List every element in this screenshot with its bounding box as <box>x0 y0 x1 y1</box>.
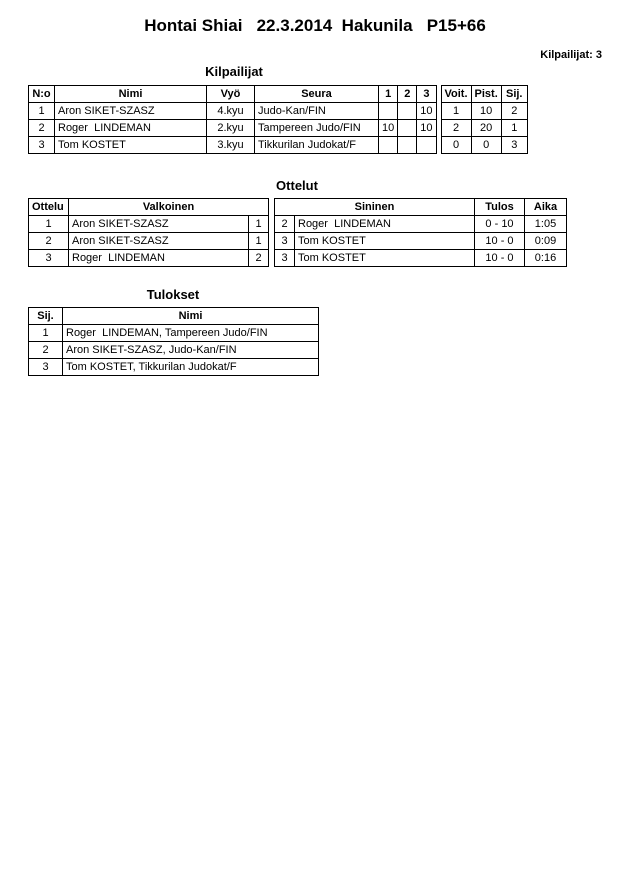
col-sij-header: Sij. <box>501 86 527 103</box>
cell-match3: 10 <box>417 120 436 137</box>
col-valkoinen-header: Valkoinen <box>69 199 269 216</box>
cell-aika: 1:05 <box>525 216 567 233</box>
col-seura-header: Seura <box>255 86 379 103</box>
cell-blue-number: 2 <box>275 216 295 233</box>
cell-valkoinen: Aron SIKET-SZASZ <box>69 233 249 250</box>
col-nimi-header: Nimi <box>63 308 319 325</box>
cell-valkoinen: Roger LINDEMAN <box>69 250 249 267</box>
col-tulos-header: Tulos <box>475 199 525 216</box>
cell-white-number: 2 <box>249 250 269 267</box>
cell-vyo: 2.kyu <box>207 120 255 137</box>
cell-blue-number: 3 <box>275 250 295 267</box>
col-match2-header: 2 <box>398 86 417 103</box>
cell-match2 <box>398 120 417 137</box>
cell-sij: 3 <box>501 137 527 154</box>
table-header-row <box>29 199 567 216</box>
cell-seura: Tikkurilan Judokat/F <box>255 137 379 154</box>
table-row <box>29 250 567 267</box>
col-sininen-header: Sininen <box>275 199 475 216</box>
col-aika-header: Aika <box>525 199 567 216</box>
cell-blue-number: 3 <box>275 233 295 250</box>
competitors-count: Kilpailijat: 3 <box>540 49 602 61</box>
cell-nimi: Aron SIKET-SZASZ <box>55 103 207 120</box>
cell-aika: 0:16 <box>525 250 567 267</box>
cell-match-no: 1 <box>29 216 69 233</box>
table-row <box>29 233 567 250</box>
cell-tulos: 10 - 0 <box>475 233 525 250</box>
cell-seura: Tampereen Judo/FIN <box>255 120 379 137</box>
cell-no: 3 <box>29 137 55 154</box>
table-row <box>29 216 567 233</box>
cell-tulos: 10 - 0 <box>475 250 525 267</box>
cell-match3 <box>417 137 436 154</box>
cell-white-number: 1 <box>249 233 269 250</box>
cell-sij: 1 <box>29 325 63 342</box>
col-sij-header: Sij. <box>29 308 63 325</box>
cell-nimi: Roger LINDEMAN, Tampereen Judo/FIN <box>63 325 319 342</box>
cell-nimi: Roger LINDEMAN <box>55 120 207 137</box>
section-title-kilpailijat: Kilpailijat <box>205 64 263 79</box>
col-vyo-header: Vyö <box>207 86 255 103</box>
cell-vyo: 3.kyu <box>207 137 255 154</box>
col-pist-header: Pist. <box>471 86 501 103</box>
cell-nimi: Tom KOSTET <box>55 137 207 154</box>
cell-seura: Judo-Kan/FIN <box>255 103 379 120</box>
cell-nimi: Aron SIKET-SZASZ, Judo-Kan/FIN <box>63 342 319 359</box>
cell-pist: 10 <box>471 103 501 120</box>
cell-match3: 10 <box>417 103 436 120</box>
cell-sininen: Tom KOSTET <box>295 233 475 250</box>
table-row <box>29 137 528 154</box>
cell-vyo: 4.kyu <box>207 103 255 120</box>
col-nimi-header: Nimi <box>55 86 207 103</box>
col-match1-header: 1 <box>379 86 398 103</box>
col-ottelu-header: Ottelu <box>29 199 69 216</box>
table-row <box>29 342 319 359</box>
cell-valkoinen: Aron SIKET-SZASZ <box>69 216 249 233</box>
cell-sininen: Roger LINDEMAN <box>295 216 475 233</box>
cell-pist: 0 <box>471 137 501 154</box>
cell-match2 <box>398 103 417 120</box>
cell-white-number: 1 <box>249 216 269 233</box>
col-no-header: N:o <box>29 86 55 103</box>
table-row <box>29 120 528 137</box>
cell-voit: 2 <box>441 120 471 137</box>
table-header-row <box>29 308 319 325</box>
results-page <box>0 0 630 376</box>
cell-tulos: 0 - 10 <box>475 216 525 233</box>
cell-aika: 0:09 <box>525 233 567 250</box>
table-row <box>29 103 528 120</box>
cell-no: 1 <box>29 103 55 120</box>
cell-sininen: Tom KOSTET <box>295 250 475 267</box>
cell-no: 2 <box>29 120 55 137</box>
cell-sij: 2 <box>29 342 63 359</box>
col-voit-header: Voit. <box>441 86 471 103</box>
kilpailijat-table <box>28 85 528 154</box>
cell-sij: 3 <box>29 359 63 376</box>
cell-match-no: 2 <box>29 233 69 250</box>
ottelut-table <box>28 198 567 267</box>
cell-match-no: 3 <box>29 250 69 267</box>
cell-match1: 10 <box>379 120 398 137</box>
table-header-row <box>29 86 528 103</box>
cell-match1 <box>379 137 398 154</box>
cell-sij: 2 <box>501 103 527 120</box>
page-title: Hontai Shiai 22.3.2014 Hakunila P15+66 <box>144 16 486 35</box>
cell-nimi: Tom KOSTET, Tikkurilan Judokat/F <box>63 359 319 376</box>
table-row <box>29 325 319 342</box>
col-match3-header: 3 <box>417 86 436 103</box>
section-title-tulokset: Tulokset <box>146 287 200 302</box>
cell-pist: 20 <box>471 120 501 137</box>
table-row <box>29 359 319 376</box>
cell-sij: 1 <box>501 120 527 137</box>
cell-voit: 1 <box>441 103 471 120</box>
section-title-ottelut: Ottelut <box>276 178 318 193</box>
tulokset-table <box>28 307 319 376</box>
cell-voit: 0 <box>441 137 471 154</box>
cell-match2 <box>398 137 417 154</box>
cell-match1 <box>379 103 398 120</box>
